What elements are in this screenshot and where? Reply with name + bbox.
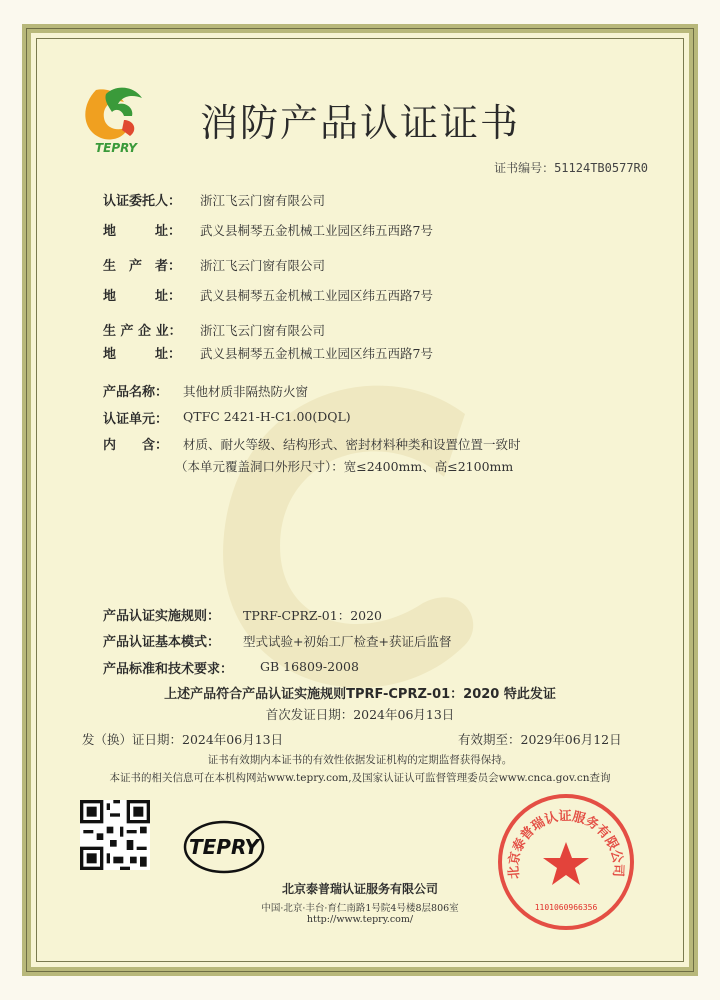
factory-address-label: 地 址： — [103, 347, 182, 362]
statement: 上述产品符合产品认证实施规则TPRF-CPRZ-01：2020 特此发证 — [164, 687, 556, 702]
manufacturer-address-value: 武义县桐琴五金机械工业园区纬五西路7号 — [200, 288, 433, 303]
content-line1: 材质、耐火等级、结构形式、密封材料种类和设置位置一致时 — [183, 437, 521, 452]
qr-code-icon — [80, 800, 150, 870]
applicant-value: 浙江飞云门窗有限公司 — [200, 193, 326, 208]
applicant-label: 认证委托人： — [103, 194, 182, 209]
validity-note: 证书有效期内本证书的有效性依据发证机构的定期监督获得保持。 — [207, 754, 513, 766]
standard-value: GB 16809-2008 — [260, 659, 359, 674]
issuer-site: http://www.tepry.com/ — [306, 914, 414, 925]
factory-address-value: 武义县桐琴五金机械工业园区纬五西路7号 — [200, 346, 433, 361]
rule-value: TPRF-CPRZ-01：2020 — [243, 608, 383, 623]
applicant-address-value: 武义县桐琴五金机械工业园区纬五西路7号 — [200, 223, 433, 238]
mark-text: TEPRY — [188, 835, 260, 859]
factory-label: 生 产 企 业： — [103, 324, 182, 339]
query-note: 本证书的相关信息可在本机构网站www.tepry.com,及国家认证认可监督管理委员会www.cnca.gov.cn查询 — [109, 772, 611, 784]
manufacturer-value: 浙江飞云门窗有限公司 — [200, 258, 326, 273]
logo-text: TEPRY — [94, 141, 138, 155]
official-seal-icon — [496, 792, 636, 932]
applicant-address-label: 地 址： — [103, 224, 182, 239]
tepry-mark-icon — [183, 820, 265, 874]
factory-value: 浙江飞云门窗有限公司 — [200, 323, 326, 338]
issue-date: 发（换）证日期：2024年06月13日 — [82, 732, 284, 747]
issuer-address: 中国·北京·丰台·育仁南路1号院4号楼8层806室 — [261, 903, 459, 914]
manufacturer-label: 生 产 者： — [103, 259, 182, 274]
product-name-value: 其他材质非隔热防火窗 — [183, 384, 309, 399]
mode-label: 产品认证基本模式： — [103, 635, 221, 650]
mode-value: 型式试验+初始工厂检查+获证后监督 — [243, 634, 452, 649]
rule-label: 产品认证实施规则： — [103, 609, 221, 624]
content-label: 内 含： — [103, 438, 169, 453]
cert-unit-value: QTFC 2421-H-C1.00(DQL) — [183, 409, 351, 424]
page-title: 消防产品认证证书 — [199, 101, 520, 145]
first-issue-date: 首次发证日期：2024年06月13日 — [265, 707, 455, 722]
standard-label: 产品标准和技术要求： — [103, 662, 234, 677]
seal-text: 北京泰普瑞认证服务有限公司 — [506, 809, 626, 880]
cert-unit-label: 认证单元： — [103, 412, 169, 427]
content-line2: （本单元覆盖洞口外形尺寸）：宽≤2400mm、高≤2100mm — [175, 459, 514, 474]
manufacturer-address-label: 地 址： — [103, 289, 182, 304]
certificate-number: 证书编号：51124TB0577R0 — [494, 161, 648, 175]
product-name-label: 产品名称： — [103, 385, 169, 400]
valid-until: 有效期至：2029年06月12日 — [458, 732, 622, 747]
issuer-name: 北京泰普瑞认证服务有限公司 — [281, 882, 438, 896]
seal-number: 1101060966356 — [534, 903, 598, 912]
